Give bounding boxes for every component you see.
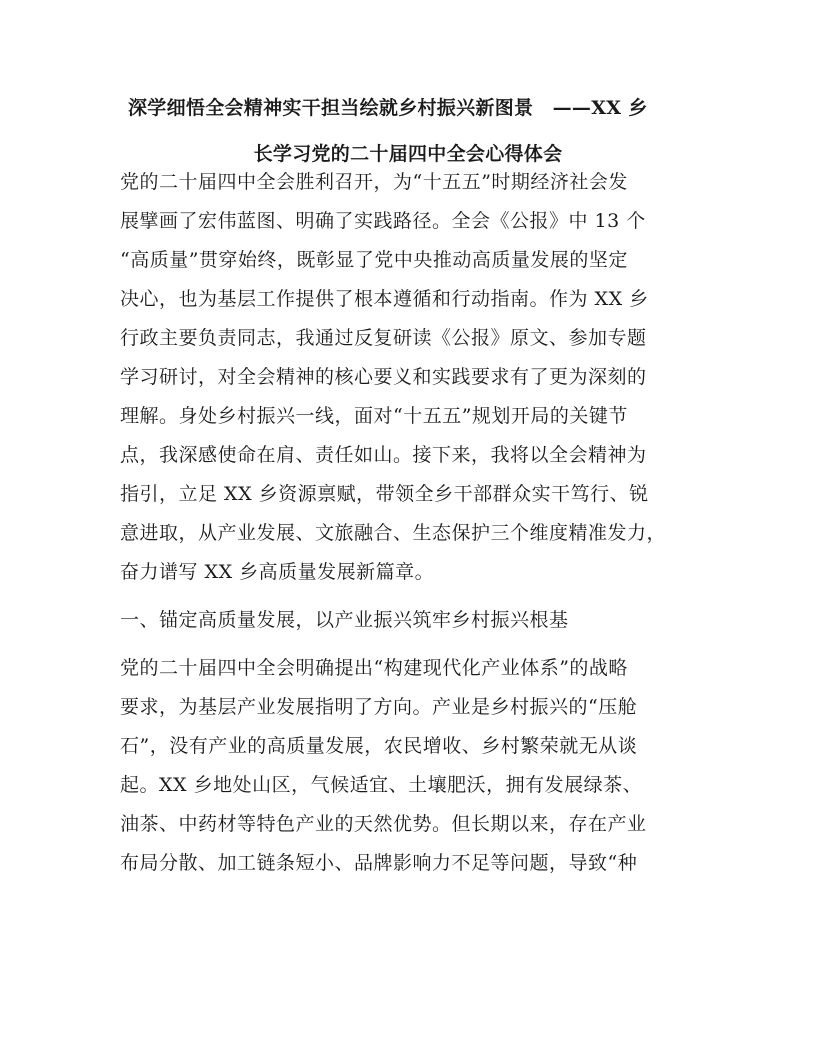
section-heading-1: 一、锚定高质量发展，以产业振兴筑牢乡村振兴根基 [120,609,569,631]
text-line: 指引，立足 XX 乡资源禀赋，带领全乡干部群众实干笃行、锐 [120,483,649,505]
text-line: 行政主要负责同志，我通过反复研读《公报》原文、参加专题 [120,327,647,349]
text-line: 奋力谱写 XX 乡高质量发展新篇章。 [120,561,435,583]
text-line: 决心，也为基层工作提供了根本遵循和行动指南。作为 XX 乡 [120,288,649,310]
document-body [120,163,698,883]
document-title-line-1: 深学细悟全会精神实干担当绘就乡村振兴新图景 ——XX 乡 [128,97,648,119]
text-line: 党的二十届四中全会胜利召开，为“十五五”时期经济社会发 [120,171,628,193]
text-line: 展擘画了宏伟蓝图、明确了实践路径。全会《公报》中 13 个 [120,210,646,232]
text-line: 学习研讨，对全会精神的核心要义和实践要求有了更为深刻的 [120,366,647,388]
text-line: 石”，没有产业的高质量发展，农民增收、乡村繁荣就无从谈 [120,735,638,757]
document-title-line-2: 长学习党的二十届四中全会心得体会 [253,143,563,165]
text-line: 意进取，从产业发展、文旅融合、生态保护三个维度精准发力， [120,522,667,544]
text-line: 要求，为基层产业发展指明了方向。产业是乡村振兴的“压舱 [120,696,638,718]
text-line: 理解。身处乡村振兴一线，面对“十五五”规划开局的关键节 [120,405,628,427]
text-line: 油茶、中药材等特色产业的天然优势。但长期以来，存在产业 [120,813,647,835]
text-line: 布局分散、加工链条短小、品牌影响力不足等问题，导致“种 [120,852,638,874]
text-line: 点，我深感使命在肩、责任如山。接下来，我将以全会精神为 [120,444,647,466]
text-line: 党的二十届四中全会明确提出“构建现代化产业体系”的战略 [120,657,628,679]
paragraph-intro [120,163,698,592]
text-line: “高质量”贯穿始终，既彰显了党中央推动高质量发展的坚定 [120,249,628,271]
text-line: 起。XX 乡地处山区，气候适宜、土壤肥沃，拥有发展绿茶、 [120,774,643,796]
paragraph-section-1 [120,649,698,883]
